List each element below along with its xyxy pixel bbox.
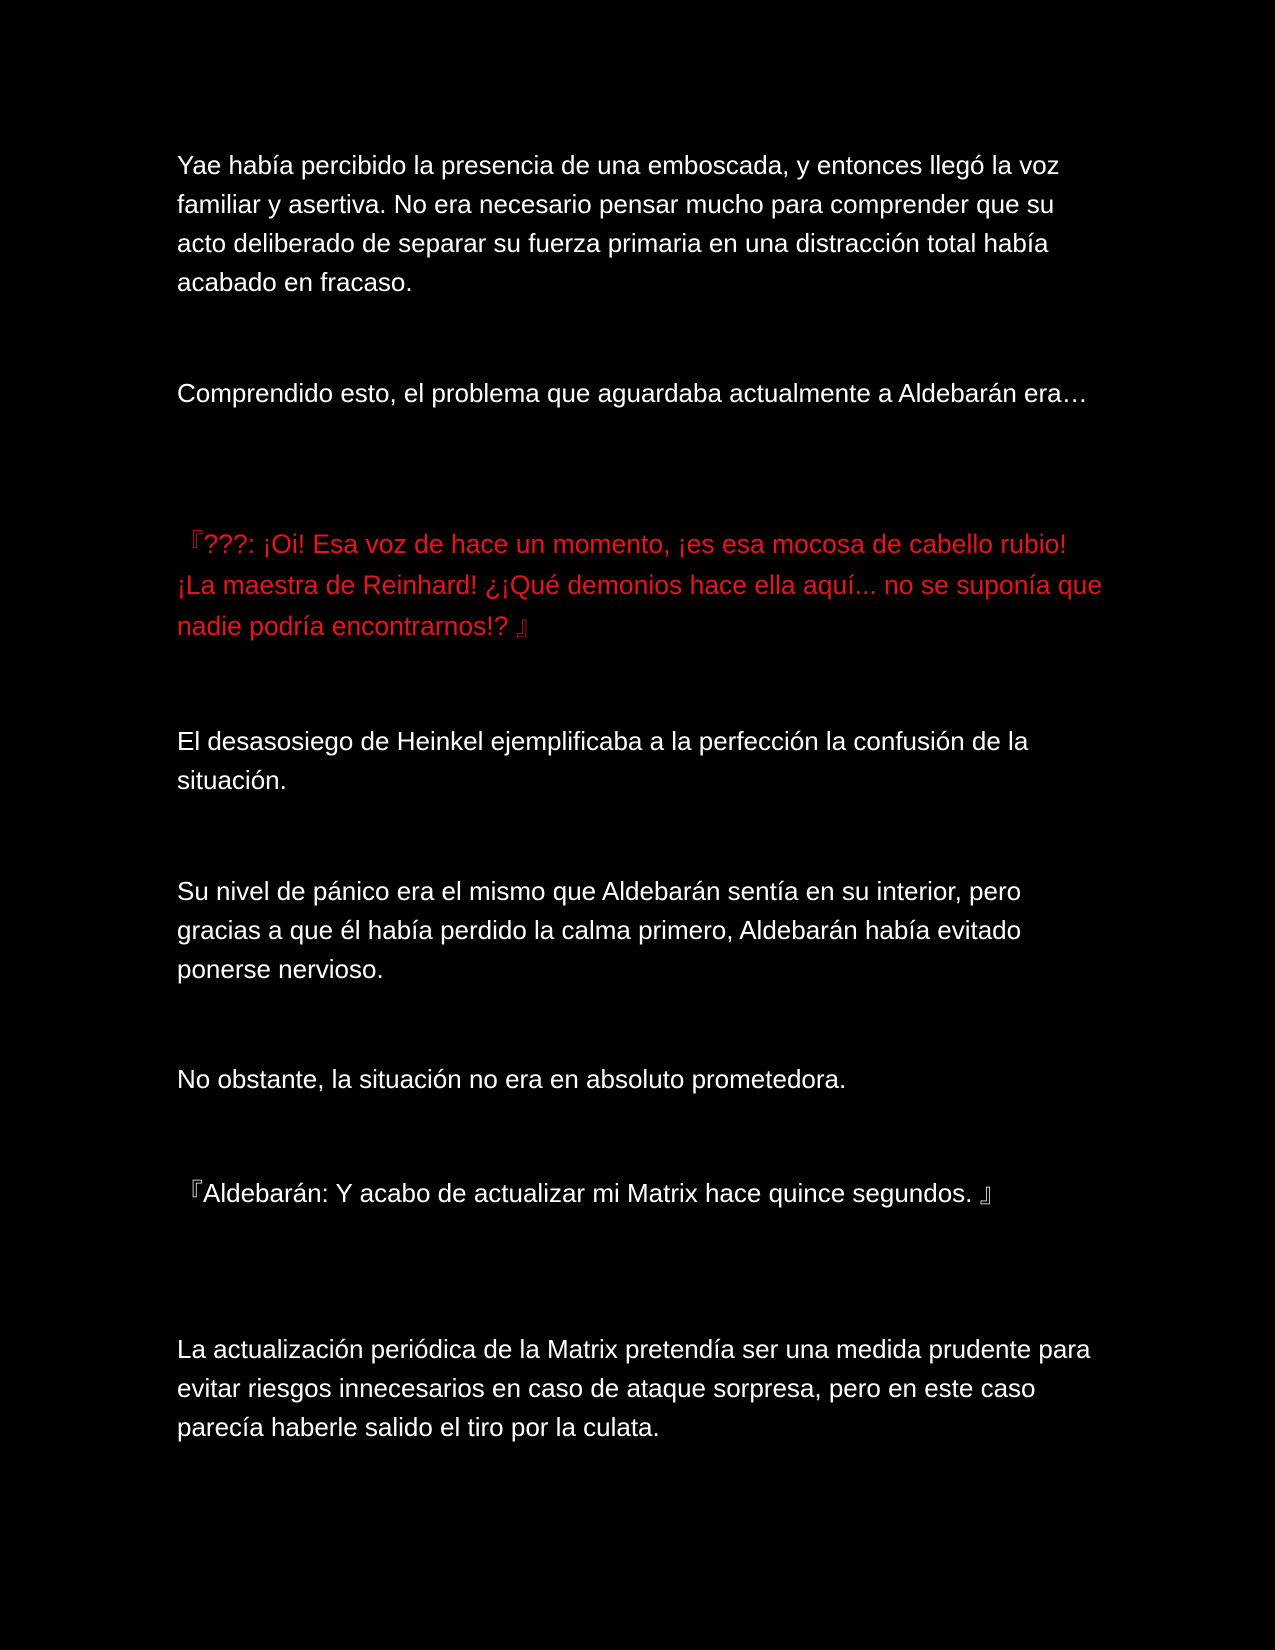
dialogue-aldebaran: 『Aldebarán: Y acabo de actualizar mi Matrix hace quince segundos. 』 <box>177 1178 1006 1208</box>
narration-paragraph: No obstante, la situación no era en absoluto prometedora. <box>177 1064 847 1094</box>
narration-paragraph: Su nivel de pánico era el mismo que Aldebarán sentía en su interior, pero gracias a que él había perdido la calma primero, Aldebarán había evitado ponerse nervioso. <box>177 876 1022 984</box>
narration-paragraph: Comprendido esto, el problema que aguardaba actualmente a Aldebarán era… <box>177 378 1088 408</box>
narration-paragraph: El desasosiego de Heinkel ejemplificaba a la perfección la confusión de la situación. <box>177 726 1029 795</box>
narration-paragraph: La actualización periódica de la Matrix pretendía ser una medida prudente para evitar riesgos innecesarios en caso de ataque sorpresa, pero en este caso parecía haberle salido el tiro por la culata. <box>177 1334 1091 1442</box>
dialogue-heinkel: 『???: ¡Oi! Esa voz de hace un momento, ¡es esa mocosa de cabello rubio! ¡La maestra de Reinhard! ¿¡Qué demonios hace ella aquí... no se suponía que nadie podría encontrarnos!? 』 <box>177 529 1103 641</box>
narration-paragraph: Yae había percibido la presencia de una emboscada, y entonces llegó la voz familiar y asertiva. No era necesario pensar mucho para comprender que su acto deliberado de separar su fuerza primaria en una distracción total había acabado en fracaso. <box>177 150 1060 297</box>
